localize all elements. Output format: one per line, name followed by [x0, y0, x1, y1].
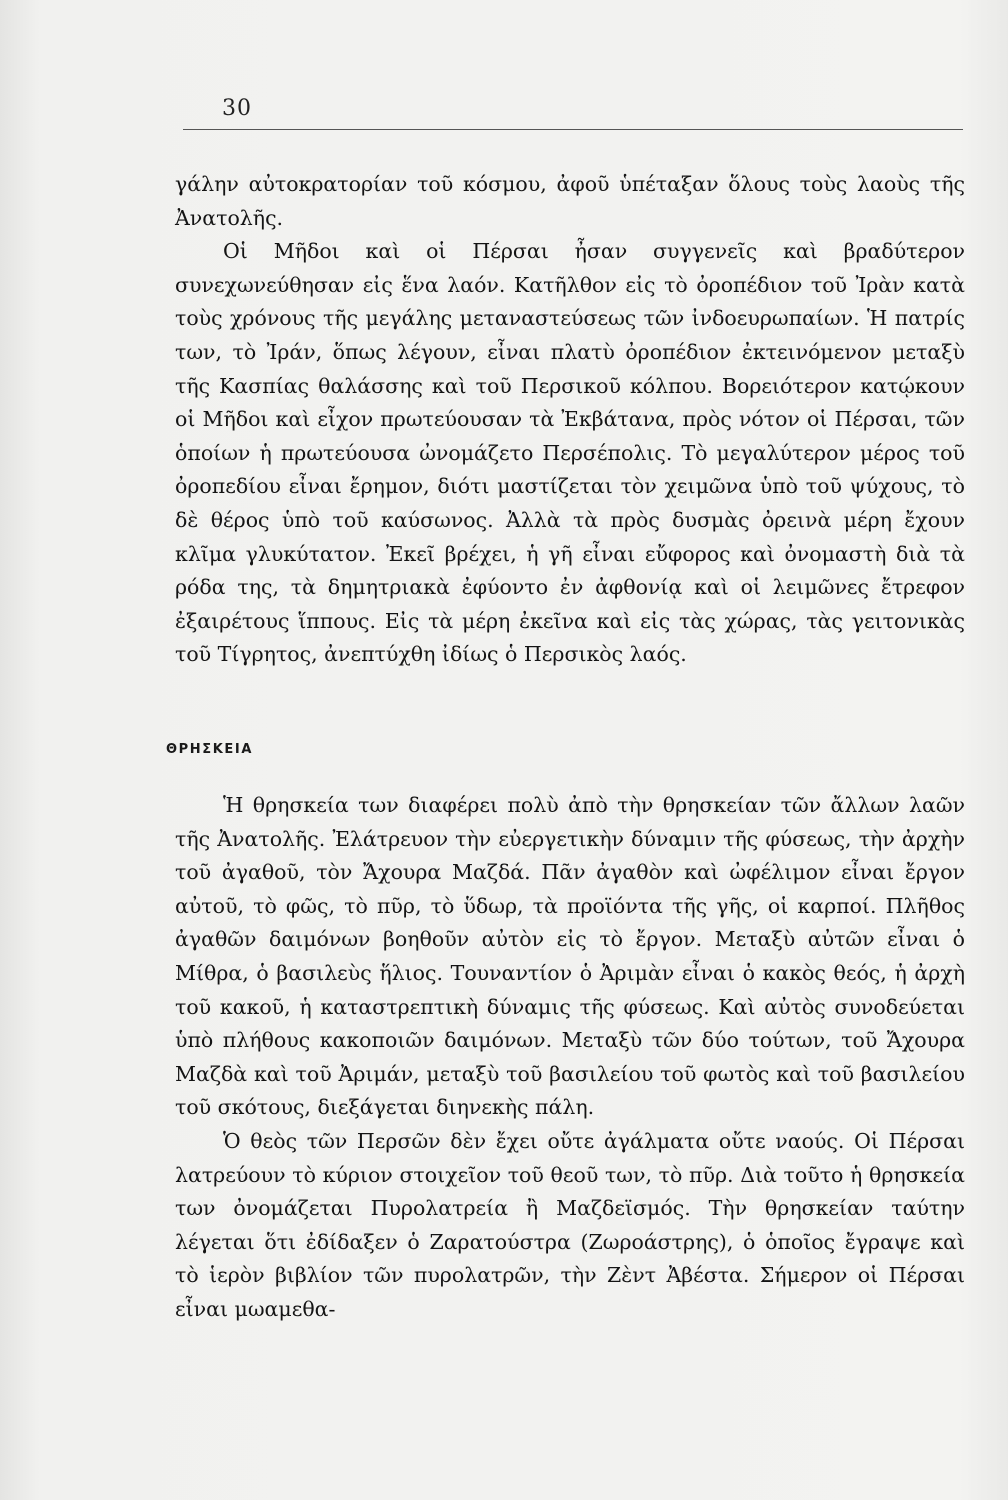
- section-1-text: [175, 168, 965, 672]
- page-number: 30: [222, 96, 252, 121]
- paragraph-1: γάλην αὐτοκρατορίαν τοῦ κόσμου, ἀφοῦ ὑπέταξαν ὅλους τοὺς λαοὺς τῆς Ἀνατολῆς.: [175, 172, 965, 230]
- section-heading-religion: ΘΡΗΣΚΕΙΑ: [166, 742, 253, 757]
- paragraph-4: Ὁ θεὸς τῶν Περσῶν δὲν ἔχει οὔτε ἀγάλματα οὔτε ναούς. Οἱ Πέρσαι λατρεύουν τὸ κύριον στοιχεῖον τοῦ θεοῦ των, τὸ πῦρ. Διὰ τοῦτο ἡ θρησκεία των ὀνομάζεται Πυρολατρεία ἢ Μαζδεϊσμός. Τὴν θρησκείαν ταύτην λέγεται ὅτι ἐδίδαξεν ὁ Ζαρατούστρα (Ζωροάστρης), ὁ ὁποῖος ἔγραψε καὶ τὸ ἱερὸν βιβλίον τῶν πυρολατρῶν, τὴν Ζὲντ Ἀβέστα. Σήμερον οἱ Πέρσαι εἶναι μωαμεθα-: [175, 1128, 965, 1321]
- paragraph-3: Ἡ θρησκεία των διαφέρει πολὺ ἀπὸ τὴν θρησκείαν τῶν ἄλλων λαῶν τῆς Ἀνατολῆς. Ἐλάτρευον τὴν εὐεργετικὴν δύναμιν τῆς φύσεως, τὴν ἀρχὴν τοῦ ἀγαθοῦ, τὸν Ἄχουρα Μαζδά. Πᾶν ἀγαθὸν καὶ ὠφέλιμον εἶναι ἔργον αὐτοῦ, τὸ φῶς, τὸ πῦρ, τὸ ὕδωρ, τὰ προϊόντα τῆς γῆς, οἱ καρποί. Πλῆθος ἀγαθῶν δαιμόνων βοηθοῦν αὐτὸν εἰς τὸ ἔργον. Μεταξὺ αὐτῶν εἶναι ὁ Μίθρα, ὁ βασιλεὺς ἥλιος. Τουναντίον ὁ Ἀριμὰν εἶναι ὁ κακὸς θεός, ἡ ἀρχὴ τοῦ κακοῦ, ἡ καταστρεπτικὴ δύναμις τῆς φύσεως. Καὶ αὐτὸς συνοδεύεται ὑπὸ πλήθους κακοποιῶν δαιμόνων. Μεταξὺ τῶν δύο τούτων, τοῦ Ἄχουρα Μαζδὰ καὶ τοῦ Ἀριμάν, μεταξὺ τοῦ βασιλείου τοῦ φωτὸς καὶ τοῦ βασιλείου τοῦ σκότους, διεξάγεται διηνεκὴς πάλη.: [175, 793, 965, 1120]
- paragraph-2: Οἱ Μῆδοι καὶ οἱ Πέρσαι ἦσαν συγγενεῖς καὶ βραδύτερον συνεχωνεύθησαν εἰς ἕνα λαόν. Κατῆλθον εἰς τὸ ὀροπέδιον τοῦ Ἰρὰν κατὰ τοὺς χρόνους τῆς μεγάλης μεταναστεύσεως τῶν ἰνδοευρωπαίων. Ἡ πατρίς των, τὸ Ἰράν, ὅπως λέγουν, εἶναι πλατὺ ὀροπέδιον ἐκτεινόμενον μεταξὺ τῆς Κασπίας θαλάσσης καὶ τοῦ Περσικοῦ κόλπου. Βορειότερον κατῴκουν οἱ Μῆδοι καὶ εἶχον πρωτεύουσαν τὰ Ἐκβάτανα, πρὸς νότον οἱ Πέρσαι, τῶν ὁποίων ἡ πρωτεύουσα ὠνομάζετο Περσέπολις. Τὸ μεγαλύτερον μέρος τοῦ ὀροπεδίου εἶναι ἔρημον, διότι μαστίζεται τὸν χειμῶνα ὑπὸ τοῦ ψύχους, τὸ δὲ θέρος ὑπὸ τοῦ καύσωνος. Ἀλλὰ τὰ πρὸς δυσμὰς ὀρεινὰ μέρη ἔχουν κλῖμα γλυκύτατον. Ἐκεῖ βρέχει, ἡ γῆ εἶναι εὔφορος καὶ ὀνομαστὴ διὰ τὰ ρόδα της, τὰ δημητριακὰ ἐφύοντο ἐν ἀφθονίᾳ καὶ οἱ λειμῶνες ἔτρεφον ἐξαιρέτους ἵππους. Εἰς τὰ μέρη ἐκεῖνα καὶ εἰς τὰς χώρας, τὰς γειτονικὰς τοῦ Τίγρητος, ἀνεπτύχθη ἰδίως ὁ Περσικὸς λαός.: [175, 239, 965, 667]
- header-rule: [183, 129, 963, 130]
- section-2-text: [175, 789, 965, 1327]
